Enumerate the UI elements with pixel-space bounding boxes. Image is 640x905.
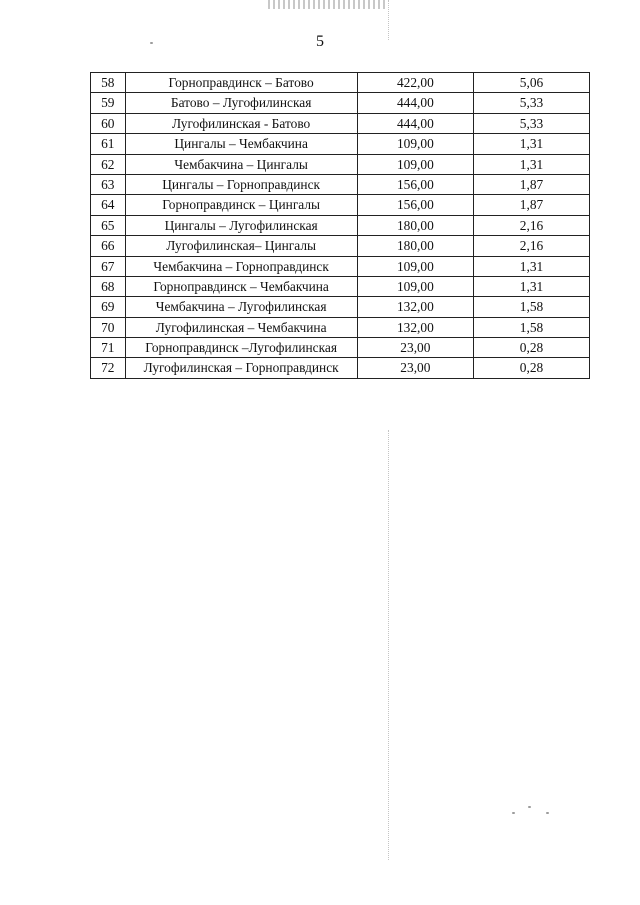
table-row	[91, 174, 590, 194]
route-cell: Лугофилинская– Цингалы	[125, 236, 357, 256]
row-number-cell: 70	[91, 317, 126, 337]
row-number-cell: 61	[91, 134, 126, 154]
row-number-cell: 63	[91, 174, 126, 194]
row-number-cell: 59	[91, 93, 126, 113]
distance-cell: 422,00	[357, 73, 473, 93]
route-cell: Горноправдинск – Чембакчина	[125, 276, 357, 296]
distance-cell: 23,00	[357, 338, 473, 358]
table-row	[91, 195, 590, 215]
row-number-cell: 69	[91, 297, 126, 317]
distance-cell: 180,00	[357, 236, 473, 256]
fare-cell: 5,06	[474, 73, 590, 93]
row-number-cell: 71	[91, 338, 126, 358]
route-cell: Цингалы – Лугофилинская	[125, 215, 357, 235]
distance-cell: 23,00	[357, 358, 473, 378]
fare-cell: 2,16	[474, 236, 590, 256]
route-cell: Горноправдинск –Лугофилинская	[125, 338, 357, 358]
row-number-cell: 68	[91, 276, 126, 296]
fare-cell: 1,31	[474, 276, 590, 296]
table-row	[91, 317, 590, 337]
row-number-cell: 66	[91, 236, 126, 256]
distance-cell: 109,00	[357, 256, 473, 276]
fare-cell: 2,16	[474, 215, 590, 235]
route-cell: Горноправдинск – Батово	[125, 73, 357, 93]
scan-speck	[528, 806, 531, 808]
fare-cell: 1,31	[474, 134, 590, 154]
distance-cell: 132,00	[357, 317, 473, 337]
row-number-cell: 67	[91, 256, 126, 276]
table-row	[91, 338, 590, 358]
table-row	[91, 276, 590, 296]
row-number-cell: 58	[91, 73, 126, 93]
fare-cell: 5,33	[474, 93, 590, 113]
table-row	[91, 93, 590, 113]
table-row	[91, 256, 590, 276]
route-cell: Лугофилинская – Горноправдинск	[125, 358, 357, 378]
row-number-cell: 62	[91, 154, 126, 174]
fare-cell: 0,28	[474, 358, 590, 378]
route-cell: Батово – Лугофилинская	[125, 93, 357, 113]
fare-cell: 1,31	[474, 154, 590, 174]
distance-cell: 444,00	[357, 93, 473, 113]
distance-cell: 156,00	[357, 195, 473, 215]
table-row	[91, 73, 590, 93]
distance-cell: 444,00	[357, 113, 473, 133]
route-cell: Цингалы – Горноправдинск	[125, 174, 357, 194]
scan-fold-line	[388, 430, 389, 860]
route-cell: Чембакчина – Горноправдинск	[125, 256, 357, 276]
distance-cell: 132,00	[357, 297, 473, 317]
table-row	[91, 215, 590, 235]
page-number: 5	[316, 33, 324, 50]
distance-cell: 109,00	[357, 154, 473, 174]
scan-smudge-top	[268, 0, 386, 9]
table-row	[91, 134, 590, 154]
scan-speck	[512, 812, 515, 814]
route-cell: Чембакчина – Лугофилинская	[125, 297, 357, 317]
fare-cell: 0,28	[474, 338, 590, 358]
distance-cell: 109,00	[357, 276, 473, 296]
fare-cell: 5,33	[474, 113, 590, 133]
table-row	[91, 154, 590, 174]
route-cell: Цингалы – Чембакчина	[125, 134, 357, 154]
table-row	[91, 297, 590, 317]
row-number-cell: 65	[91, 215, 126, 235]
route-cell: Лугофилинская – Чембакчина	[125, 317, 357, 337]
route-cell: Лугофилинская - Батово	[125, 113, 357, 133]
fare-cell: 1,58	[474, 297, 590, 317]
route-cell: Горноправдинск – Цингалы	[125, 195, 357, 215]
fare-cell: 1,58	[474, 317, 590, 337]
route-cell: Чембакчина – Цингалы	[125, 154, 357, 174]
fare-cell: 1,31	[474, 256, 590, 276]
table-row	[91, 236, 590, 256]
row-number-cell: 64	[91, 195, 126, 215]
routes-table	[90, 72, 590, 379]
distance-cell: 156,00	[357, 174, 473, 194]
fare-cell: 1,87	[474, 174, 590, 194]
routes-table-body	[91, 73, 590, 379]
row-number-cell: 72	[91, 358, 126, 378]
row-number-cell: 60	[91, 113, 126, 133]
table-row	[91, 358, 590, 378]
fare-cell: 1,87	[474, 195, 590, 215]
distance-cell: 109,00	[357, 134, 473, 154]
scan-speck	[546, 812, 549, 814]
distance-cell: 180,00	[357, 215, 473, 235]
table-row	[91, 113, 590, 133]
